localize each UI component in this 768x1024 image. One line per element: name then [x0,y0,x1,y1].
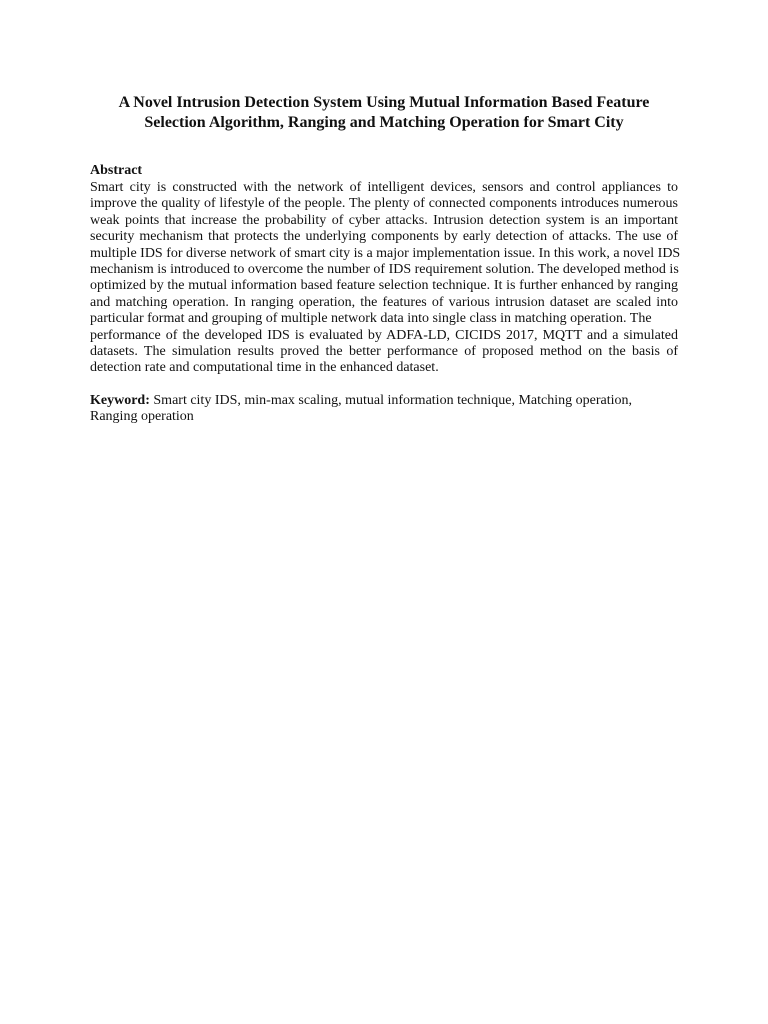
abstract-line: performance of the developed IDS is evaluated by ADFA-LD, CICIDS 2017, MQTT and a simulated [90,327,678,343]
abstract-line: detection rate and computational time in the enhanced dataset. [90,360,439,376]
paper-title [90,93,678,133]
abstract-line: multiple IDS for diverse network of smart city is a major implementation issue. In this work, a novel IDS [90,245,681,261]
abstract-line: security mechanism that protects the underlying components by early detection of attacks. The use of [90,229,678,245]
abstract-line: and matching operation. In ranging operation, the features of various intrusion dataset are scaled into [90,294,678,310]
keywords-label: Keyword: [90,393,150,408]
keywords-line-1 [90,393,678,409]
abstract-heading: Abstract [90,163,143,178]
keywords-section [90,393,678,426]
title-line-1: A Novel Intrusion Detection System Using Mutual Information Based Feature [118,94,650,111]
abstract-body [90,180,681,377]
abstract-line: weak points that increase the probability of cyber attacks. Intrusion detection system is an important [90,212,678,228]
abstract-line: particular format and grouping of multiple network data into single class in matching operation. The [90,311,652,327]
abstract-line: datasets. The simulation results proved the better performance of proposed method on the basis of [90,344,678,360]
abstract-line: improve the quality of lifestyle of the people. The plenty of connected components introduces numerous [90,196,678,212]
abstract-line: Smart city is constructed with the network of intelligent devices, sensors and control appliances to [90,180,678,195]
keywords-text: Smart city IDS, min-max scaling, mutual information technique, Matching operation, [149,393,633,408]
abstract-line: optimized by the mutual information based feature selection technique. It is further enhanced by ranging [90,278,678,294]
keywords-line-2: Ranging operation [90,409,194,425]
title-line-2: Selection Algorithm, Ranging and Matching Operation for Smart City [144,114,624,131]
abstract-line: mechanism is introduced to overcome the number of IDS requirement solution. The developed method is [90,262,679,278]
